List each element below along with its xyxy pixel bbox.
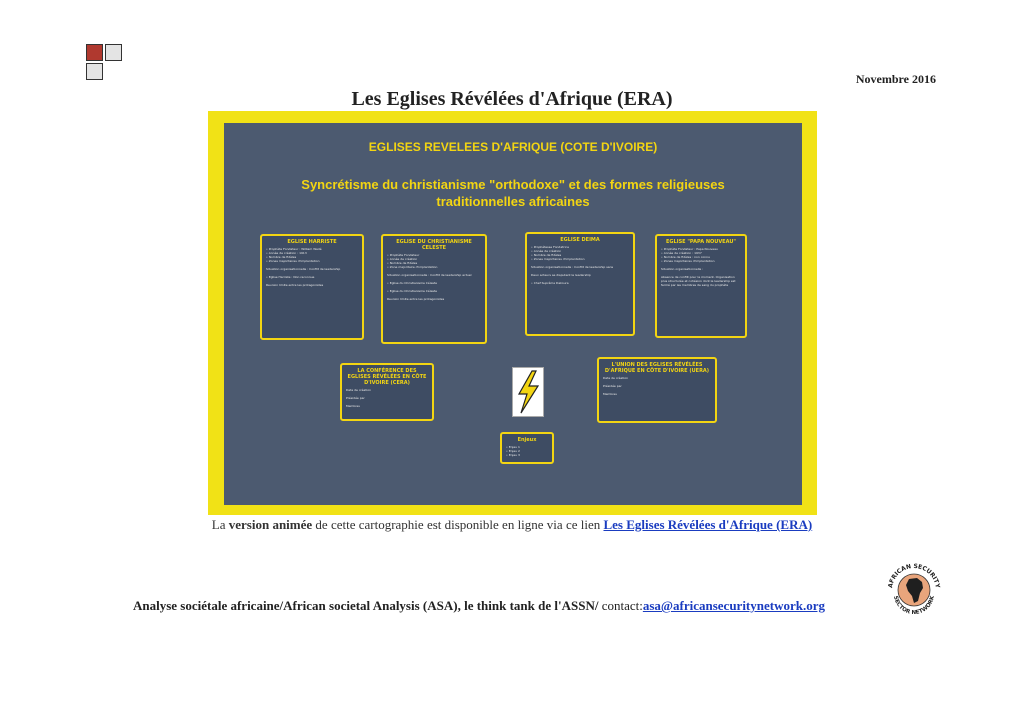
card-body: • Enjeu 1 • Enjeu 2 • Enjeu 3 bbox=[506, 445, 520, 457]
footer-contact-label: contact: bbox=[598, 598, 643, 613]
footer-organization: Analyse sociétale africaine/African societal Analysis (ASA), le think tank de l'ASSN/ bbox=[132, 598, 599, 613]
assn-logo bbox=[884, 560, 944, 620]
lightning-bolt-icon bbox=[512, 367, 544, 417]
footer bbox=[0, 598, 958, 614]
cartography-board bbox=[224, 123, 802, 505]
card-title: L'UNION DES EGLISES RÉVÉLÉES D'AFRIQUE EN CÔTE D'IVOIRE (UERA) bbox=[604, 362, 710, 374]
card-body: Date de création Présidée par Membres bbox=[603, 376, 629, 396]
card-title: Enjeux bbox=[517, 437, 537, 443]
card-uera bbox=[597, 357, 717, 423]
card-title: LA CONFÉRENCE DES EGLISES RÉVÉLÉES EN CÔTE D'IVOIRE (CERA) bbox=[347, 368, 427, 386]
card-body: • Prophète Fondateur : William Wadé • Année de création : 1913 • Nombre de fidèles • Zones majoritaires d'implantation Situation organisationnelle : Conflit de leadership • Eglise Harriste : Non reconnue Reunion limite entre les protagonistes bbox=[266, 247, 341, 287]
board-title: EGLISES REVELEES D'AFRIQUE (COTE D'IVOIRE) bbox=[368, 140, 658, 154]
card-cera bbox=[340, 363, 434, 421]
logo-square-red bbox=[86, 44, 103, 61]
logo-square-gray bbox=[86, 63, 103, 80]
logo-top-text: AFRICAN SECURITY bbox=[887, 562, 941, 589]
caption-prefix: La bbox=[211, 517, 229, 532]
card-body: Date de création Présidée par Membres bbox=[346, 388, 372, 408]
card-title: EGLISE "PAPA NOUVEAU" bbox=[666, 239, 736, 245]
document-date: Novembre 2016 bbox=[855, 72, 936, 86]
card-christianisme-celeste bbox=[381, 234, 487, 344]
assn-logo-emblem bbox=[884, 560, 944, 620]
logo-bottom-text: SECTOR NETWORK bbox=[892, 595, 936, 617]
board-subtitle-line2: traditionnelles africaines bbox=[436, 194, 590, 209]
caption-text: de cette cartographie est disponible en ligne via ce lien bbox=[312, 517, 604, 532]
caption bbox=[0, 517, 1024, 533]
card-body: • Prophète Fondateur • Année de création • Nombre de fidèles • Zone majoritaire d'implantation Situation organisationnelle : Conflit de leadership actuel • Eglise du Christianisme Céleste • Eglise du Christianisme Céleste Reunion limite entre les protagonistes bbox=[387, 253, 472, 301]
card-title: EGLISE DU CHRISTIANISME CELESTE bbox=[396, 239, 472, 251]
card-body: • Prophète Fondateur : Papa Nouveau • Année de création : 1937 • Nombre de fidèles : non connu • Zones majoritaires d'implantation Situation organisationnelle : Absence de conflit pour le moment. Organisation plus structurée et cohésion dont le leadership est fermé par les membres de sang du prophète bbox=[661, 247, 736, 287]
document-title: Les Eglises Révélées d'Afrique (ERA) bbox=[351, 88, 673, 110]
card-title: EGLISE DEIMA bbox=[560, 237, 600, 243]
card-enjeux bbox=[500, 432, 554, 464]
cartography-image bbox=[208, 111, 817, 515]
logo-square-gray bbox=[105, 44, 122, 61]
card-eglise-harriste bbox=[260, 234, 364, 340]
contact-email-link[interactable]: asa@africansecuritynetwork.org bbox=[642, 598, 825, 613]
card-title: EGLISE HARRISTE bbox=[287, 239, 337, 245]
board-subtitle-line1: Syncrétisme du christianisme "orthodoxe" et des formes religieuses bbox=[301, 177, 725, 192]
caption-bold: version animée bbox=[228, 517, 313, 532]
document-logo-squares bbox=[86, 44, 126, 84]
card-body: • Prophétesse Fondatrice • Année de création • Nombre de fidèles • Zones majoritaires d'implantation Situation organisationnelle : Conflit de leadership sans Deux acteurs se disputent le leadership • Chef Suprême Dakoura bbox=[531, 245, 614, 285]
card-papa-nouveau bbox=[655, 234, 747, 338]
era-animated-version-link[interactable]: Les Eglises Révélées d'Afrique (ERA) bbox=[603, 517, 813, 532]
lightning-bolt-icon bbox=[513, 368, 543, 416]
card-eglise-deima bbox=[525, 232, 635, 336]
board-subtitle bbox=[224, 176, 802, 210]
